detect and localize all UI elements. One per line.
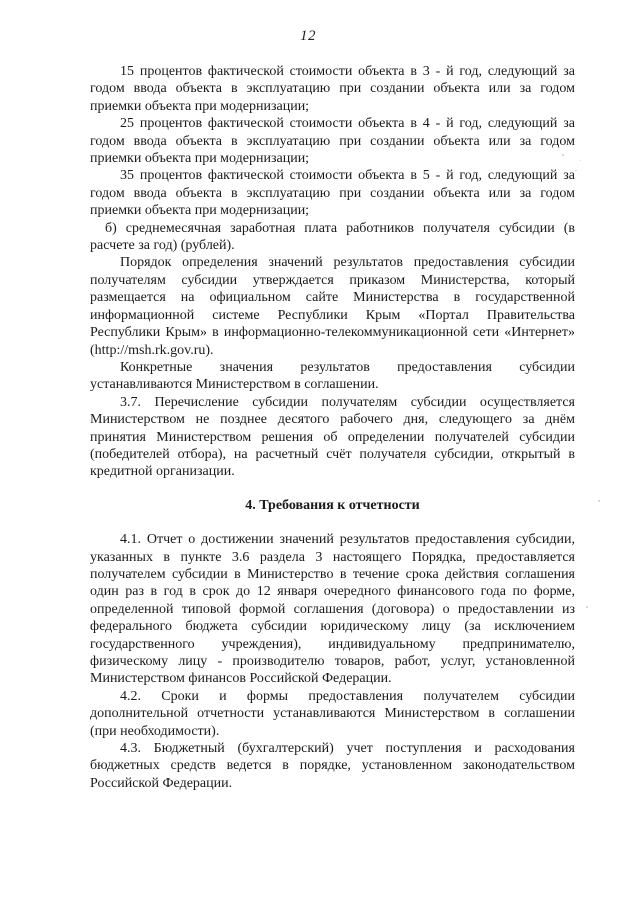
scan-speck [575, 170, 577, 171]
page-number: 12 [300, 28, 316, 44]
scan-speck [562, 154, 564, 156]
paragraph-4-2: 4.2. Сроки и формы предоставления получателем субсидии дополнительной отчетности устанавливаются Министерством в соглашении (при необходимости). [90, 688, 575, 739]
scan-speck [598, 500, 600, 502]
paragraph-3-7: 3.7. Перечисление субсидии получателям субсидии осуществляется Министерством не позднее десятого рабочего дня, следующего за днём принятия Министерством решения об определении получателей субсидии (победителей отбора), на расчетный счёт получателя субсидии, открытый в кредитной организации. [90, 394, 575, 480]
paragraph-15-percent: 15 процентов фактической стоимости объекта в 3 - й год, следующий за годом ввода объекта в эксплуатацию при создании объекта или за годом приемки объекта при модернизации; [90, 64, 575, 114]
paragraph-25-percent: 25 процентов фактической стоимости объекта в 4 - й год, следующий за годом ввода объекта в эксплуатацию при создании объекта или за годом приемки объекта при модернизации; [90, 116, 575, 167]
scan-speck [586, 606, 588, 608]
section-heading: 4. Требования к отчетности [245, 497, 420, 513]
document-body [90, 63, 575, 792]
paragraph-salary: б) среднемесячная заработная плата работников получателя субсидии (в расчете за год) (рублей). [90, 220, 575, 254]
paragraph-results-order: Порядок определения значений результатов предоставления субсидии получателям субсидии утверждается приказом Министерства, который размещается на официальном сайте Министерства в государственной информационной системе Республики Крым «Портал Правительства Республики Крым» в информационно-телекоммуникационной сети «Интернет» (http://msh.rk.gov.ru). [90, 255, 575, 358]
paragraph-4-3: 4.3. Бюджетный (бухгалтерский) учет поступления и расходования бюджетных средств ведется в порядке, установленном законодательством Российской Федерации. [90, 741, 575, 791]
paragraph-4-1: 4.1. Отчет о достижении значений результатов предоставления субсидии, указанных в пункте 3.6 раздела 3 настоящего Порядка, предоставляется получателем субсидии в Министерство в течение срока действия соглашения один раз в год в срок до 12 января очередного финансового года по форме, определенной типовой формой соглашения (договора) о предоставлении из федерального бюджета субсидии юридическому лицу (за исключением государственного учреждения), индивидуальному предпринимателю, физическому лицу - производителю товаров, работ, услуг, установленной Министерством финансов Российской Федерации. [90, 532, 575, 687]
paragraph-35-percent: 35 процентов фактической стоимости объекта в 5 - й год, следующий за годом ввода объекта в эксплуатацию при создании объекта или за годом приемки объекта при модернизации; [90, 168, 575, 219]
paragraph-specific-values: Конкретные значения результатов предоставления субсидии устанавливаются Министерством в соглашении. [90, 359, 575, 393]
scan-speck [580, 160, 581, 161]
